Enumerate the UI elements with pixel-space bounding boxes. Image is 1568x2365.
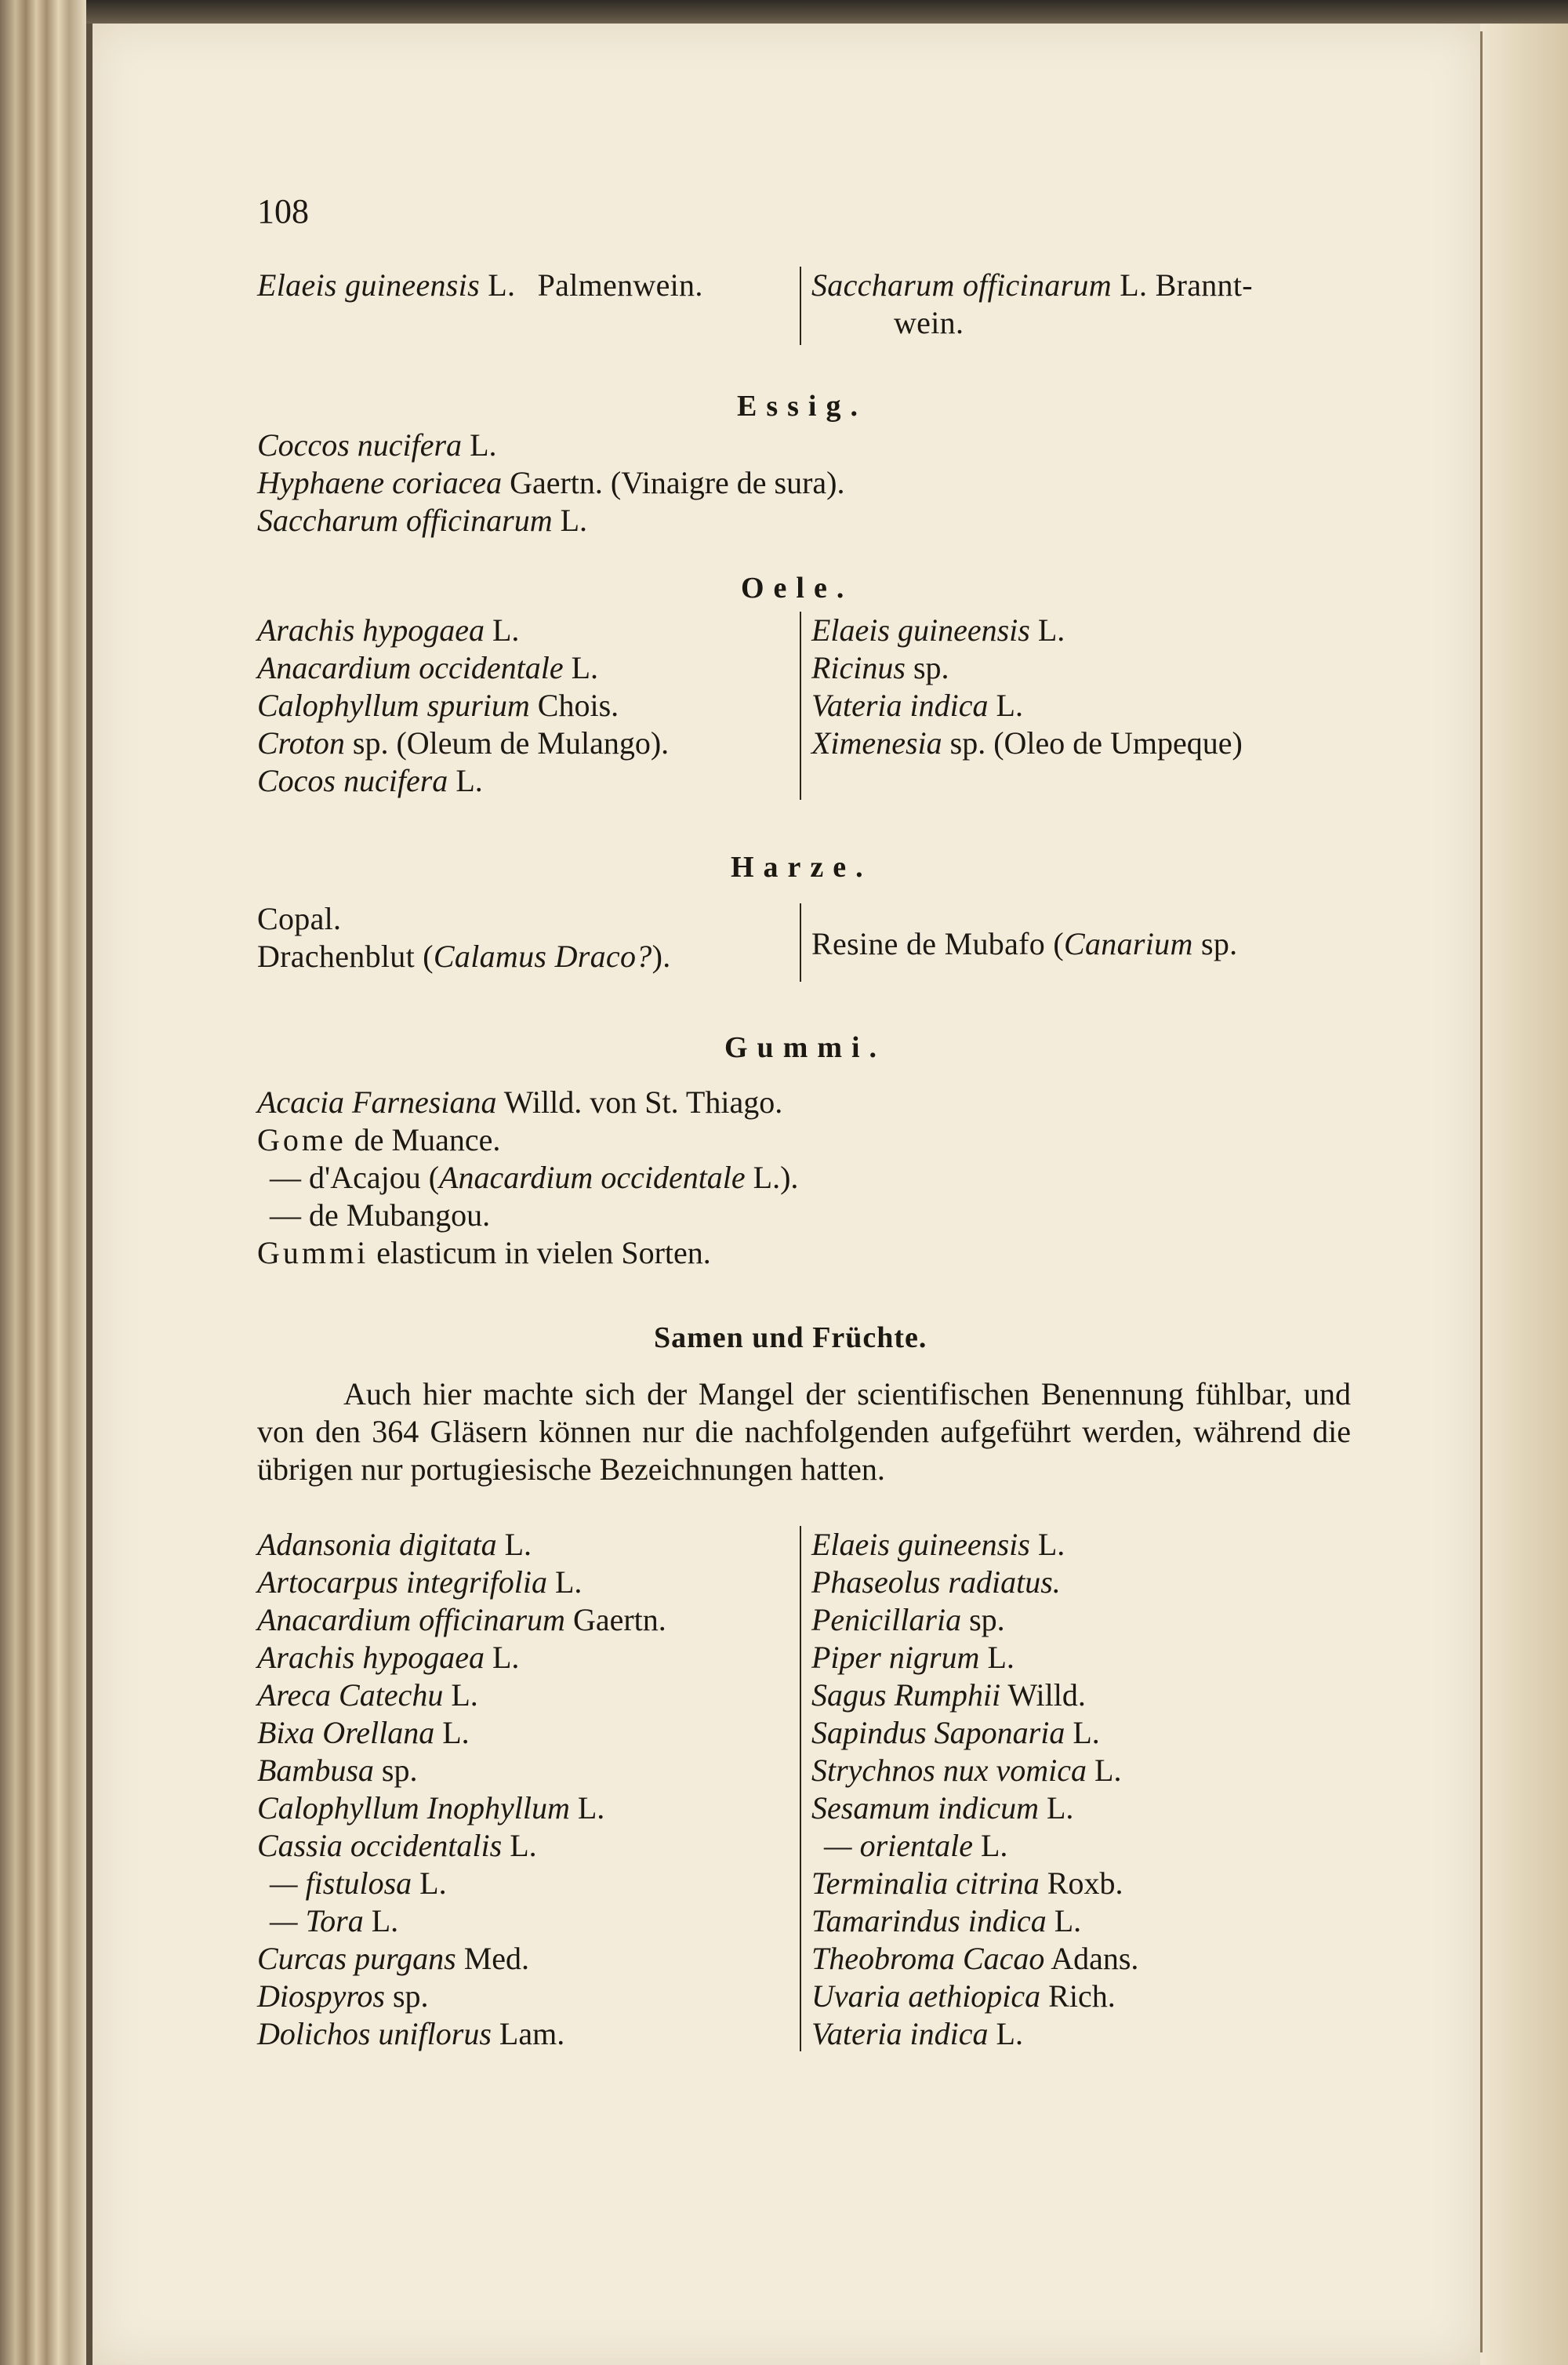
entry-detail: Rich. [1048, 1978, 1116, 2014]
taxon-name: Dolichos uniflorus [257, 2016, 492, 2051]
list-item [811, 1789, 1138, 1827]
list-item [257, 1159, 798, 1197]
list-item [257, 1121, 798, 1159]
entry-text: ). [652, 939, 671, 974]
taxon-name: Penicillaria [811, 1602, 962, 1637]
list-item [811, 1714, 1138, 1752]
taxon-name: Arachis hypogaea [257, 612, 485, 648]
list-item [811, 1677, 1138, 1714]
entry-detail: Lam. [499, 2016, 565, 2051]
list-item [811, 725, 1243, 762]
entry-detail: Gaertn. (Vinaigre de sura). [510, 465, 845, 500]
entry-detail: L. [470, 427, 497, 463]
spaced-word: Gome [257, 1122, 347, 1157]
list-item [811, 1827, 1138, 1865]
product-continuation: wein. [894, 305, 964, 340]
list-item [257, 427, 845, 464]
list-item [257, 1789, 666, 1827]
column-divider [800, 1526, 801, 2051]
entry-detail: sp. [969, 1602, 1005, 1637]
entry-detail: Med. [463, 1941, 530, 1976]
entry-detail: L. [456, 763, 483, 798]
taxon-name: Adansonia digitata [257, 1527, 497, 1562]
taxon-name: — orientale [824, 1828, 973, 1863]
entry-detail: L. [577, 1790, 605, 1826]
section-heading-gummi: Gummi. [724, 1031, 887, 1064]
taxon-name: Cocos nucifera [257, 763, 448, 798]
section-heading-essig: Essig. [737, 390, 867, 423]
list-item [811, 2015, 1138, 2053]
taxon-name: Coccos nucifera [257, 427, 463, 463]
entry-detail: elasticum in vielen Sorten. [376, 1235, 711, 1270]
taxon-name: Vateria indica [811, 2016, 989, 2051]
harze-resine [811, 925, 1237, 962]
list-item [257, 464, 845, 502]
list-item [257, 1197, 798, 1234]
taxon-name: Croton [257, 725, 345, 761]
taxon-name: Anacardium officinarum [257, 1602, 565, 1637]
list-item [811, 1978, 1138, 2015]
entry-detail: L. [1046, 1790, 1074, 1826]
harze-drachenblut [257, 938, 671, 975]
entry-detail: Willd. von St. Thiago. [503, 1084, 783, 1120]
product-name: Brannt- [1155, 267, 1253, 303]
taxon-name: Canarium [1063, 926, 1193, 961]
taxon-name: Arachis hypogaea [257, 1640, 485, 1675]
entry-detail: L. [504, 1527, 532, 1562]
taxon-name: Piper nigrum [811, 1640, 980, 1675]
taxon-name: Sapindus Saponaria [811, 1715, 1065, 1750]
list-item [257, 1714, 666, 1752]
list-item [257, 1601, 666, 1639]
taxon-name: Calamus Draco? [433, 939, 652, 974]
taxon-name: Acacia Farnesiana [257, 1084, 497, 1120]
list-item [811, 612, 1243, 649]
taxon-name: Theobroma Cacao [811, 1941, 1045, 1976]
list-item [257, 1639, 666, 1677]
entry-detail: sp. [381, 1753, 418, 1788]
entry-detail: L. [1073, 1715, 1100, 1750]
taxon-name: Elaeis guineensis [811, 612, 1030, 648]
entry-detail: L. [987, 1640, 1014, 1675]
entry-detail: Adans. [1051, 1941, 1139, 1976]
essig-list [257, 427, 845, 539]
page-number: 108 [257, 192, 309, 231]
entry-detail: L. [371, 1903, 399, 1938]
list-item [257, 649, 669, 687]
oele-left-list [257, 612, 669, 800]
entry-detail: sp. [392, 1978, 429, 2014]
entry-detail: sp. (Oleo de Umpeque) [949, 725, 1243, 761]
entry-detail: L. [451, 1677, 478, 1713]
top-left-entry [257, 267, 703, 303]
list-item [257, 1234, 798, 1272]
taxon-name: Calophyllum Inophyllum [257, 1790, 570, 1826]
column-divider [800, 267, 801, 345]
page-fold-line [1480, 31, 1483, 2352]
taxon-name: Bixa Orellana [257, 1715, 435, 1750]
list-item [811, 1865, 1138, 1902]
list-item [811, 649, 1243, 687]
list-item [257, 502, 845, 539]
list-item [257, 1526, 666, 1564]
top-right-entry [811, 267, 1253, 303]
list-item [257, 1677, 666, 1714]
entry-text: sp. [1200, 926, 1238, 961]
list-item [257, 687, 669, 725]
list-item [811, 1752, 1138, 1789]
entry-detail: L. [442, 1715, 470, 1750]
list-item [811, 1564, 1138, 1601]
entry-text: — de Mubangou. [270, 1197, 491, 1233]
list-item [811, 1940, 1138, 1978]
taxon-name: — Tora [270, 1903, 364, 1938]
section-heading-oele: Oele. [741, 572, 854, 605]
entry-detail: L. [571, 650, 599, 685]
taxon-name: Hyphaene coriacea [257, 465, 503, 500]
entry-text: Resine de Mubafo ( [811, 926, 1064, 961]
taxon-name: Diospyros [257, 1978, 385, 2014]
list-item [257, 1827, 666, 1865]
entry-detail: Chois. [537, 688, 619, 723]
entry-detail: de Muance. [354, 1122, 501, 1157]
list-item [257, 1564, 666, 1601]
taxon-name: Sesamum indicum [811, 1790, 1039, 1826]
list-item [257, 1940, 666, 1978]
taxon-name: Sagus Rumphii [811, 1677, 1001, 1713]
gummi-list [257, 1084, 798, 1272]
entry-detail: L. [1094, 1753, 1122, 1788]
list-item [257, 762, 669, 800]
taxon-name: Strychnos nux vomica [811, 1753, 1087, 1788]
spaced-word: Gummi [257, 1235, 369, 1270]
entry-detail: L. [1037, 1527, 1065, 1562]
taxon-name: Cassia occidentalis [257, 1828, 503, 1863]
entry-detail: L. [560, 503, 588, 538]
column-divider [800, 903, 801, 982]
top-shadow-band [0, 0, 1568, 24]
list-item [257, 2015, 666, 2053]
samen-left-list [257, 1526, 666, 2053]
taxon-name: Areca Catechu [257, 1677, 444, 1713]
taxon-name: Phaseolus radiatus. [811, 1564, 1061, 1600]
entry-detail: sp. [913, 650, 949, 685]
taxon-name: Bambusa [257, 1753, 374, 1788]
taxon-name: Tamarindus indica [811, 1903, 1047, 1938]
list-item [257, 612, 669, 649]
intro-paragraph: Auch hier machte sich der Mangel der scientifischen Benennung fühlbar, und von den 364 Gläsern können nur die nachfolgenden aufgeführt werden, während die übrigen nur portugiesische Bezeichnungen hatten. [257, 1376, 1351, 1487]
taxon-name: Calophyllum spurium [257, 688, 530, 723]
taxon-name: Vateria indica [811, 688, 989, 723]
entry-detail: L. [555, 1564, 583, 1600]
list-item [257, 725, 669, 762]
column-divider [800, 612, 801, 800]
entry-detail: L. [510, 1828, 537, 1863]
entry-text: Drachenblut ( [257, 939, 434, 974]
list-item [811, 1601, 1138, 1639]
section-heading-samen: Samen und Früchte. [654, 1321, 927, 1354]
list-item [257, 1978, 666, 2015]
entry-text: L.). [753, 1160, 799, 1195]
facing-page-edge [1480, 24, 1568, 2365]
taxon-name: Ximenesia [811, 725, 942, 761]
taxon-name: — fistulosa [270, 1865, 412, 1901]
taxon-name: Saccharum officinarum [811, 267, 1112, 303]
taxon-name: Ricinus [811, 650, 906, 685]
entry-detail: Gaertn. [572, 1602, 666, 1637]
taxon-name: Elaeis guineensis [811, 1527, 1030, 1562]
entry-detail: L. [419, 1865, 447, 1901]
list-item [257, 1084, 798, 1121]
list-item [257, 1865, 666, 1902]
taxon-name: Elaeis guineensis [257, 267, 480, 303]
taxon-name: Saccharum officinarum [257, 503, 553, 538]
entry-detail: sp. (Oleum de Mulango). [352, 725, 670, 761]
product-name: Palmenwein. [537, 267, 703, 303]
entry-detail: L. [996, 2016, 1023, 2051]
taxon-name: Curcas purgans [257, 1941, 456, 1976]
entry-detail: L. [1037, 612, 1065, 648]
taxon-name: Uvaria aethiopica [811, 1978, 1041, 2014]
taxon-name: Anacardium occidentale [257, 650, 564, 685]
list-item [811, 1639, 1138, 1677]
entry-detail: L. [492, 612, 520, 648]
taxon-name: Terminalia citrina [811, 1865, 1040, 1901]
harze-copal: Copal. [257, 901, 342, 936]
list-item [257, 1752, 666, 1789]
entry-detail: L. [980, 1828, 1008, 1863]
oele-right-list [811, 612, 1243, 762]
list-item [811, 1526, 1138, 1564]
list-item [811, 1902, 1138, 1940]
entry-detail: Roxb. [1047, 1865, 1123, 1901]
list-item [811, 687, 1243, 725]
samen-right-list [811, 1526, 1138, 2053]
entry-detail: L. [996, 688, 1023, 723]
taxon-author: L. [488, 267, 516, 303]
entry-detail: L. [492, 1640, 520, 1675]
list-item [257, 1902, 666, 1940]
taxon-author: L. [1120, 267, 1148, 303]
taxon-name: Anacardium occidentale [439, 1160, 746, 1195]
entry-detail: L. [1054, 1903, 1082, 1938]
taxon-name: Artocarpus integrifolia [257, 1564, 547, 1600]
entry-text: — d'Acajou ( [270, 1160, 440, 1195]
entry-detail: Willd. [1007, 1677, 1086, 1713]
book-spine-edge [0, 0, 86, 2365]
section-heading-harze: Harze. [731, 851, 873, 884]
